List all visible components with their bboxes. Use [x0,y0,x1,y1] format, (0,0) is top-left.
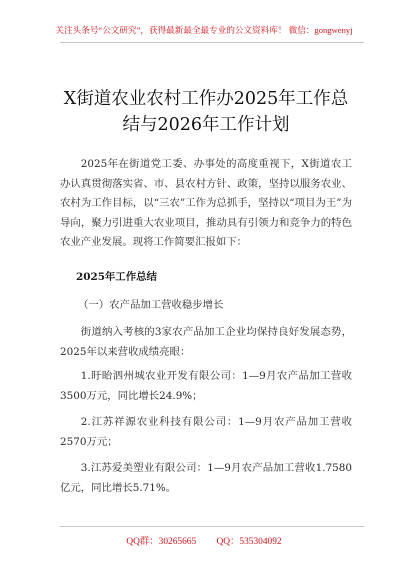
footer-qq-group: QQ群：30265665 [126,537,197,547]
footer-contact [0,533,408,547]
subsection-intro-paragraph: 街道纳入考核的3家农产品加工企业均保持良好发展态势，2025年以来营收成绩亮眼： [60,326,352,358]
list-item: 2.江苏祥源农业科技有限公司：1—9月农产品加工营收2570万元； [60,416,352,448]
intro-paragraph: 2025年在街道党工委、办事处的高度重视下，X街道农工办认真贯彻落实省、市、县农村方针、政策，坚持以服务农业、农村为工作目标，以“三农”工作为总抓手，坚持以“项目为王”为导向，聚力引进重大农业项目，推动具有引领力和竞争力的特色农业产业发展。现将工作简要汇报如下： [60,158,352,248]
subsection-heading: （一）农产品加工营收稳步增长 [78,299,224,311]
section-heading: 2025年工作总结 [76,271,157,283]
footer-divider [60,526,364,527]
header-divider [60,42,364,43]
document-title: X街道农业农村工作办2025年工作总结与2026年工作计划 [63,89,349,135]
footer-qq: QQ：535304092 [216,537,282,547]
list-item: 3.江苏爱美塑业有限公司：1—9月农产品加工营收1.7580亿元，同比增长5.71%。 [60,462,352,494]
header-banner: 关注头条号“公文研究”，获得最新最全最专业的公文资料库！ 微信：gongwenyj [55,25,353,35]
list-item: 1.盱眙泗州城农业开发有限公司：1—9月农产品加工营收3500万元，同比增长24.9%； [60,370,352,402]
